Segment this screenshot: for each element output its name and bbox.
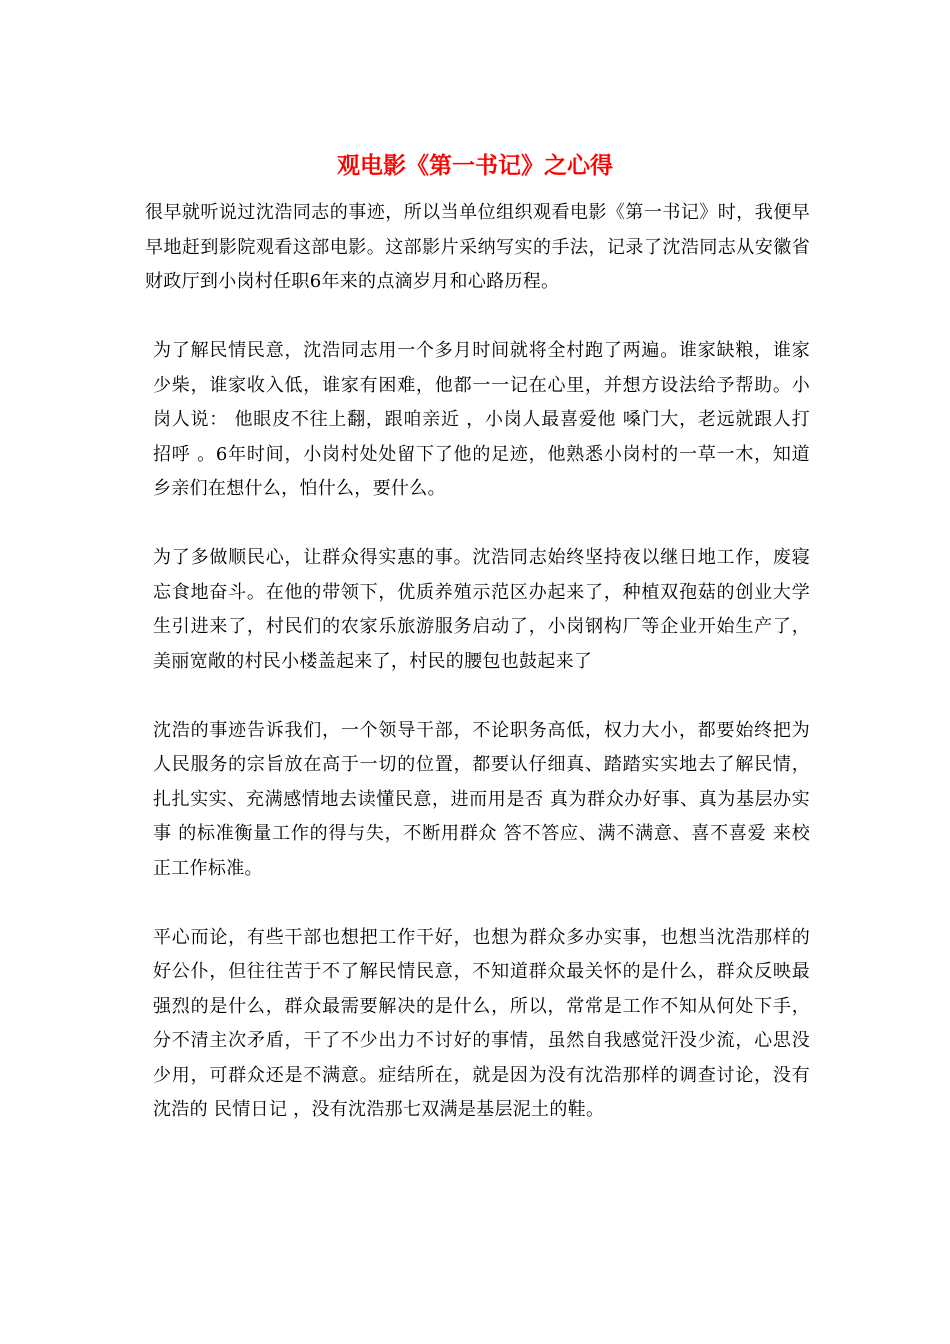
paragraph-4: 沈浩的事迹告诉我们，一个领导干部，不论职务高低，权力大小，都要始终把为人民服务的宗旨放在高于一切的位置，都要认仔细真、踏踏实实地去了解民情，扎扎实实、充满感情地去读懂民意，进而用是否 真为群众办好事、真为基层办实事 的标准衡量工作的得与失，不断用群众 答不答应、满不满意、喜不喜爱 来校正工作标准。 bbox=[153, 719, 810, 879]
paragraph-3: 为了多做顺民心，让群众得实惠的事。沈浩同志始终坚持夜以继日地工作，废寝忘食地奋斗。在他的带领下，优质养殖示范区办起来了，种植双孢菇的创业大学生引进来了，村民们的农家乐旅游服务启动了，小岗钢构厂等企业开始生产了，美丽宽敞的村民小楼盖起来了，村民的腰包也鼓起来了 bbox=[153, 547, 810, 672]
paragraph-2: 为了解民情民意，沈浩同志用一个多月时间就将全村跑了两遍。谁家缺粮，谁家少柴，谁家收入低，谁家有困难，他都一一记在心里，并想方设法给予帮助。小岗人说： 他眼皮不往上翻，跟咱亲近 ，小岗人最喜爱他 嗓门大，老远就跟人打招呼 。6年时间，小岗村处处留下了他的足迹，他熟悉小岗村的一草一木，知道乡亲们在想什么，怕什么，要什么。 bbox=[153, 340, 810, 499]
paragraph-1: 很早就听说过沈浩同志的事迹，所以当单位组织观看电影《第一书记》时，我便早早地赶到影院观看这部电影。这部影片采纳写实的手法，记录了沈浩同志从安徽省财政厅到小岗村任职6年来的点滴岁月和心路历程。 bbox=[145, 202, 810, 292]
document-title: 观电影《第一书记》之心得 bbox=[337, 152, 613, 179]
paragraph-5: 平心而论，有些干部也想把工作干好，也想为群众多办实事，也想当沈浩那样的好公仆，但往往苦于不了解民情民意，不知道群众最关怀的是什么，群众反映最强烈的是什么，群众最需要解决的是什么，所以，常常是工作不知从何处下手，分不清主次矛盾，干了不少出力不讨好的事情，虽然自我感觉汗没少流，心思没少用，可群众还是不满意。症结所在，就是因为没有沈浩那样的调查讨论，没有沈浩的 民情日记 ，没有沈浩那七双满是基层泥土的鞋。 bbox=[153, 926, 810, 1120]
document-body bbox=[145, 196, 810, 1128]
